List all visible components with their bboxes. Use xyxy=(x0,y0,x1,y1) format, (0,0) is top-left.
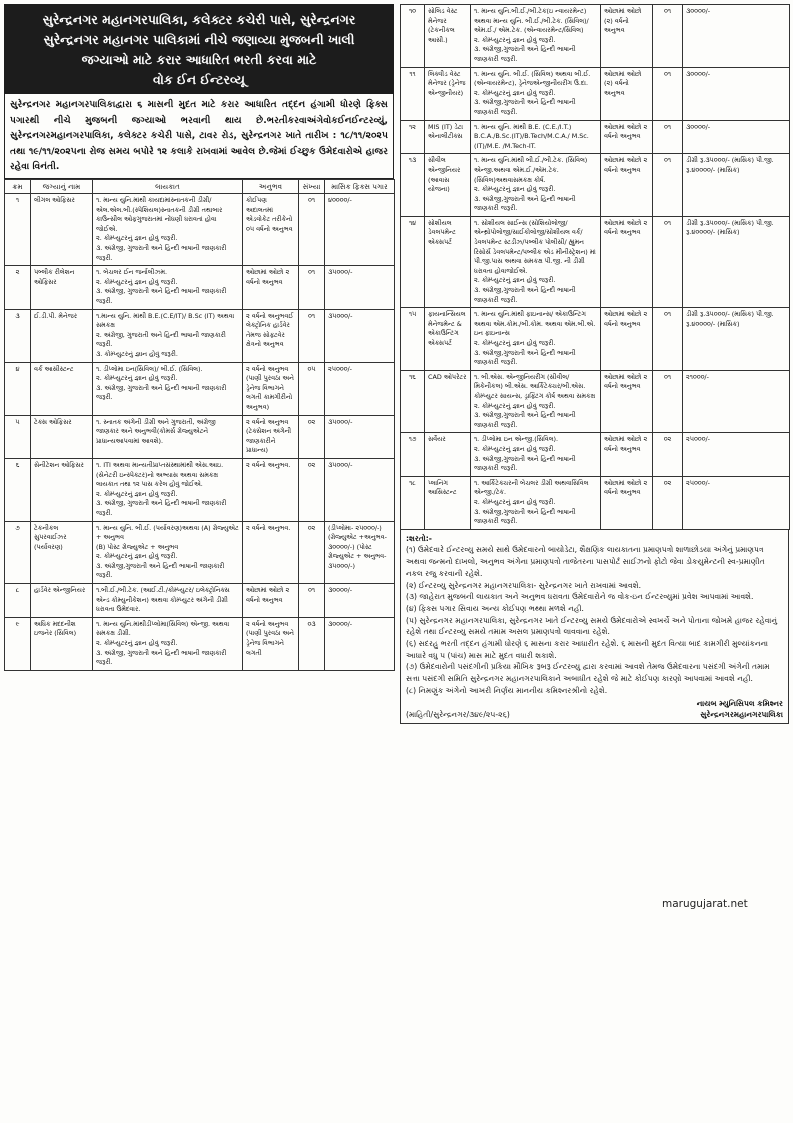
header-experience: અનુભવ xyxy=(243,179,299,194)
cell-qualification xyxy=(93,266,243,309)
qualification-line: ૩. અંગ્રેજી, ગુજરાતી અને હિન્દી ભાષાની જાણકારી જરૂરી. xyxy=(96,287,227,306)
cell-salary: ડીગ્રી રૂ.૩૫૦૦૦/- (માસિક) પી.જી. રૂ.૪૦૦૦૦/- (માસિક) xyxy=(683,154,790,217)
term-item: (૭) ઉમેદવારોની પસંદગીની પ્રકિયા મૌખિક રૂબરૂ ઈન્ટરવ્યુ દ્વારા કરવામાં આવશે તેમજ ઉમેદવારના પસંદગી અંગેની તમામ સત્તા પસંદગી સમિતિ સુરેન્દ્રનગર મહાનગરપાલિકાને અબાધીત રહેશે જે માટે કોઈપણ કારણો આપવામાં આવશે નહી. xyxy=(406,662,770,684)
posts-table-left-body xyxy=(5,194,395,671)
cell-post: વર્ક આસીસ્ટન્ટ xyxy=(31,362,93,415)
cell-count: ૦૨ xyxy=(299,521,325,584)
qualification-line: ૨. કોમ્પ્યુટરનું જ્ઞાન હોવું જરૂરી. xyxy=(474,276,556,285)
cell-experience: ઓછામાં ઓછો ૨ વર્ષનો અનુભવ xyxy=(601,476,653,529)
table-row xyxy=(5,362,395,415)
headline-line: જગ્યાઓ માટે કરાર આધારિત ભરતી કરવા માટે xyxy=(81,52,317,67)
cell-count: ૦૩ xyxy=(299,617,325,670)
qualification-line: ૨. કોમ્પ્યુટરનું જ્ઞાન હોવું જરૂરી. xyxy=(474,35,556,44)
cell-count: ૦૧ xyxy=(299,194,325,266)
cell-qualification xyxy=(93,194,243,266)
term-item: (૩) જાહેરાત મુજબની લાયકાત અને અનુભવ ધરાવતા ઉમેદવારોને જ વોક-ઇન ઈન્ટરવ્યુમાં પ્રવેશ આપવામાં આવશે. xyxy=(406,592,754,602)
cell-count: ૦૨ xyxy=(299,415,325,458)
headline-line: સુરેન્દ્રનગર મહાનગરપાલિકા, કલેક્ટર કચેરી પાસે, સુરેન્દ્રનગર xyxy=(42,12,356,27)
cell-qualification xyxy=(93,362,243,415)
cell-experience: ૨ વર્ષનો અનુભવઈ લેક્ટ્રોનિક હાર્ડવેર તેમજ સોફ્ટવેર ક્ષેત્રનો અનુભવ xyxy=(243,309,299,362)
qualification-line: ૩. અંગ્રેજી,ગુજરાતી અને હિન્દી ભાષાની જાણકારી જરૂરી. xyxy=(474,411,576,429)
cell-salary: ૩૫૦૦૦/- xyxy=(325,415,395,458)
cell-salary: ૩૫૦૦૦/- xyxy=(325,266,395,309)
table-row xyxy=(401,120,790,154)
reference-number: (માહિતી/સુરેન્દ્રનગર/૩૪૯/૨૫-૨૬) xyxy=(406,710,510,720)
qualification-line: ૧. બી.એસ. એન્જીનિયરીંગ (સીવીલ/મિકેનીકલ) બી.એસ. આર્કિટેક્ચર/બી.એસ. કોમ્પ્યુટર સાયન્સ, ડ્રાફ્ટિંગ કોર્ષ અથવા સમકક્ષ xyxy=(474,372,596,400)
qualification-line: ૩. કોમ્પ્યુટરનું જ્ઞાન હોવું જરૂરી. xyxy=(96,350,178,358)
cell-salary: ૨૫૦૦૦/- xyxy=(683,476,790,529)
cell-salary: ૪૦૦૦૦/- xyxy=(325,194,395,266)
cell-sr: ૭ xyxy=(5,521,31,584)
cell-experience: ૨ વર્ષનો અનુભવ (પાણી પુરવઠા અને ડ્રેનેજ વિભાગને લગતી xyxy=(243,617,299,670)
cell-salary: ૩૦૦૦૦/- xyxy=(683,5,790,68)
qualification-line: ૨. કોમ્પ્યુટરનું જ્ઞાન હોવું જરૂરી. xyxy=(96,639,178,648)
qualification-line: ૨. કોમ્પ્યુટરનું જ્ઞાન હોવું જરૂરી. xyxy=(474,339,556,347)
cell-qualification xyxy=(471,154,601,217)
cell-qualification xyxy=(93,617,243,670)
cell-count: ૦૧ xyxy=(653,5,683,68)
cell-post: હાર્ડવેર એન્જીનિયર xyxy=(31,584,93,618)
table-row xyxy=(5,415,395,458)
cell-sr: ૧ xyxy=(5,194,31,266)
cell-post: સોશીયલ ડેવલપમેન્ટ એક્સપર્ટ xyxy=(425,216,471,307)
headline-line: વોક ઈન ઈન્ટરવ્યૂ xyxy=(152,72,246,87)
cell-count: ૦૧ xyxy=(653,308,683,371)
cell-post: સોલિડ વેસ્ટ મેનેજર (ટેકનીકલ આસી.) xyxy=(425,5,471,68)
qualification-line: ૩. અંગ્રેજી,ગુજરાતી અને હિન્દી ભાષાની જાણકારી જરૂરી. xyxy=(96,561,225,580)
table-row xyxy=(5,617,395,670)
qualification-line: ૩. અંગ્રેજી,ગુજરાતી અને હિન્દી ભાષાની જાણકારી જરૂરી. xyxy=(474,98,576,116)
cell-experience: ઓછામાં ઓછો ૨ વર્ષનો અનુભવ xyxy=(601,433,653,476)
cell-sr: ૧૮ xyxy=(401,476,425,529)
cell-count: ૦૨ xyxy=(653,433,683,476)
cell-sr: ૧૫ xyxy=(401,308,425,371)
qualification-line: ૧. માન્ય યુનિ.બી.ઈ./બી.ટેક(ઇ ન્વાયરમેન્ટ) અથવા માન્ય યુનિ. બી.ઈ./બી.ટેક. (સિવિલ)/એમ.ઈ./ એમ.ટેક. (એન્વાયરમેન્ટ/સિવિલ) xyxy=(474,7,589,35)
table-row xyxy=(401,154,790,217)
cell-salary: ૨૫૦૦૦/- xyxy=(325,362,395,415)
cell-salary: ૨૫૦૦૦/- xyxy=(683,433,790,476)
table-row xyxy=(401,67,790,120)
cell-sr: ૧૦ xyxy=(401,5,425,68)
qualification-line: ૩. અંગ્રેજી,ગુજરાતી અને હિન્દી ભાષાની જાણકારી જરૂરી. xyxy=(474,45,576,63)
cell-sr: ૨ xyxy=(5,266,31,309)
qualification-line: ૧. માન્ય યુનિ.માંથી બી.ઈ./બી.ટેક. (સિવિલ) એન્જી.અથવા એમ.ઈ./એમ.ટેક. (સિવિલ)અથવાસમકક્ષ કોર્ષ. xyxy=(474,156,588,184)
term-item: (૧) ઉમેદવારે ઈન્ટરવ્યુ સમયે સાથે ઉમેદવારનો બાયોડેટા, શૈક્ષણિક લાયકાતના પ્રમાણપત્રો શાળાછોડયા અંગેનું પ્રમાણપત્ર અથવા જન્મનો દાખલો, અનુભવ અંગેના પ્રમાણપત્રો તાજેતરના પાસપોર્ટ સાઈઝનો ફોટો જેવા ડોકયુમેન્ટની સ્વ-પ્રમાણીત નકલ રજુ કરવાની રહેશે. xyxy=(406,545,765,578)
cell-sr: ૯ xyxy=(5,617,31,670)
table-row xyxy=(401,433,790,476)
signature-office: સુરેન્દ્રનગરમહાનગરપાલિકા xyxy=(700,710,783,720)
cell-experience: કોઈપણ અદાલતમાં એડવોકેટ તરીકેનો ૦૫ વર્ષનો અનુભવ xyxy=(243,194,299,266)
cell-sr: ૧૨ xyxy=(401,120,425,154)
cell-post: CAD ઓપરેટર xyxy=(425,370,471,433)
qualification-line: ૧. માન્ય યુનિ. બી.ઈ. (સિવિલ) અથવા બી.ઈ. (એન્વાયરમેન્ટ), ડ્રેનેજએન્જીનીયરીંગ ઉ.દા. xyxy=(474,69,591,88)
cell-post: MIS (IT) ડેટા એનાલીટીક્સ xyxy=(425,120,471,154)
table-header-row xyxy=(5,179,395,194)
header-salary: માસિક ફિક્સ પગાર xyxy=(325,179,395,194)
posts-table-left xyxy=(4,179,395,671)
cell-post: અધિક મદદનીશ ઇજનેર (સિવિલ) xyxy=(31,617,93,670)
table-row xyxy=(5,309,395,362)
cell-salary: ડીગ્રી રૂ.૩૫૦૦૦/- (માસિક) પી.જી. રૂ.૪૦૦૦૦/- (માસિક) xyxy=(683,308,790,371)
term-item: (૨) ઈન્ટરવ્યુ સુરેન્દ્રનગર મહાનગરપાલિકા- સુરેન્દ્રનગર ખાતે રાખવામાં આવશે. xyxy=(406,580,642,590)
table-row xyxy=(401,476,790,529)
qualification-line: ૧. માન્ય યુનિ.માંથીડીપ્લોમા(સિવિલ) એન્જી. અથવા સમકક્ષ ડીગ્રી. xyxy=(96,619,230,638)
signature-title: નાયબ મ્યુનિસિપલ કમિશ્નર xyxy=(696,698,783,708)
qualification-line: ૨. કોમ્પ્યુટરનું જ્ઞાન હોવું જરૂરી. xyxy=(474,444,556,453)
cell-count: ૦૧ xyxy=(299,309,325,362)
terms-title: :શરતો:- xyxy=(406,533,432,543)
qualification-line: ૨. કોમ્પ્યુટરનું જ્ઞાન હોવું જરૂરી. xyxy=(96,234,178,243)
cell-experience: ઓછામાં ઓછો ૨ વર્ષનો અનુભવ xyxy=(243,584,299,618)
cell-post: ફાયનાન્સિયલ મેનેજમેન્ટ & એકાઉન્ટિંગ એક્સપર્ટ xyxy=(425,308,471,371)
header-qualification: લાયકાત xyxy=(93,179,243,194)
cell-salary: ૩૦૦૦૦/- xyxy=(325,584,395,618)
qualification-line: ૨. કોમ્પ્યુટરનું જ્ઞાન હોવું જરૂરી. xyxy=(96,277,178,286)
header-count: સંખ્યા xyxy=(299,179,325,194)
cell-qualification xyxy=(93,415,243,458)
signature-block xyxy=(697,698,783,721)
qualification-line: ૧. આર્કિટેક્ચરની બેચલર ડીગ્રી અથવાસિવિલ એન્જી./ટેક. xyxy=(474,478,589,497)
cell-post: ટેક્સ ઓફિસર xyxy=(31,415,93,458)
table-row xyxy=(5,194,395,266)
qualification-line: ૩. અંગ્રેજી, ગુજરાતી અને હિન્દી ભાષાની જાણકારી જરૂરી. xyxy=(96,648,227,667)
cell-experience: ૨ વર્ષનો અનુભવ (ટેક્સેશન અંગેની જાણકારીને પ્રાધાન્ય) xyxy=(243,415,299,458)
qualification-line: ૩. અંગ્રેજી,ગુજરાતી અને હિન્દી ભાષાની જાણકારી જરૂરી. xyxy=(474,454,576,473)
table-row xyxy=(401,5,790,68)
qualification-line: ૧. બેચલર ઈન જર્નાલીઝમ. xyxy=(96,268,168,277)
cell-sr: ૧૭ xyxy=(401,433,425,476)
qualification-line: ૩. અંગ્રેજી,ગુજરાતી અને હિન્દી ભાષાની જાણકારી જરૂરી. xyxy=(474,507,576,526)
header-post: જગ્યાનું નામ xyxy=(31,179,93,194)
cell-salary: ૩૫૦૦૦/- xyxy=(325,458,395,521)
cell-salary: ૩૦૦૦૦/- xyxy=(683,67,790,120)
watermark: marugujarat.net xyxy=(662,898,748,910)
qualification-line: ૨. અંગ્રેજી, ગુજરાતી અને હિન્દી ભાષાની જાણકારી જરૂરી. xyxy=(96,330,226,349)
qualification-line: ૨. કોમ્પ્યુટરનું જ્ઞાન હોવું જરૂરી. xyxy=(96,552,178,561)
table-row xyxy=(401,308,790,371)
qualification-line: ૧.બી.ઈ./બી.ટેક. (આઈ.ટી./કોમ્પ્યુટર/ ઇલેક્ટ્રોનિક્સ એન્ડ કોમ્યુનીકેશન) અથવા કોમ્પ્યુટર અંગેની ડીગ્રી ધરાવતા ઉમેદવાર. xyxy=(96,586,230,614)
cell-qualification xyxy=(471,5,601,68)
cell-sr: ૬ xyxy=(5,458,31,521)
qualification-line: ૨. કોમ્પ્યુટરનું જ્ઞાન હોવું જરૂરી. xyxy=(474,497,556,506)
qualification-line: (B) પોસ્ટ ગ્રેજ્યુએટ + અનુભવ xyxy=(96,542,179,551)
table-row xyxy=(5,266,395,309)
table-row xyxy=(5,521,395,584)
cell-experience: ઓછામાં ઓછો ૨ વર્ષનો અનુભવ xyxy=(601,216,653,307)
term-item: (૪) ફિક્સ પગાર સિવાય અન્ય કોઈપણ ભથ્થા મળશે નહી. xyxy=(406,603,584,613)
qualification-line: ૩. અંગ્રેજી,ગુજરાતી અને હિન્દી ભાષાની જાણકારી જરૂરી. xyxy=(474,286,576,304)
cell-qualification xyxy=(471,433,601,476)
cell-experience: ઓછામાં ઓછો ૨ વર્ષનો અનુભવ xyxy=(243,266,299,309)
qualification-line: ૧. માન્ય યુનિ.માંથી કાયદામાંસ્નાતકની ડીગ્રી/એલ.એલ.બી.(સ્પેશિયલ)સ્નાતકની ડીગ્રી તથાબાર કાઉન્સીલ ઓફગુજરાતમાં નોંધણી ધરાવતાં હોવા જોઈએ. xyxy=(96,196,223,233)
cell-post: પબ્લીક રીલેશન ઓફિસર xyxy=(31,266,93,309)
posts-table-right-body xyxy=(401,5,790,530)
cell-salary: ૩૦૦૦૦/- xyxy=(325,617,395,670)
cell-qualification xyxy=(93,458,243,521)
cell-sr: ૧૬ xyxy=(401,370,425,433)
cell-post: લિક્વીડ વેસ્ટ મેનેજર (ડ્રેનેજ એન્જીનીયર) xyxy=(425,67,471,120)
cell-sr: ૧૩ xyxy=(401,154,425,217)
header-sr: ક્રમ xyxy=(5,179,31,194)
cell-post: ટેકનીકલ સુપરવાઈઝર (પર્યાવરણ) xyxy=(31,521,93,584)
qualification-line: ૧. ITI અથવા માન્યતીપ્રાપ્તસંસ્થામાંથી એસ.આઇ.(સેનેટરી ઇન્સ્પેક્ટર)નો અભ્યાસ અથવા સમકક્ષ લાયકાત તથા ૧૨ પાસ કરેલ હોવું જોઈએ. xyxy=(96,460,224,489)
table-row xyxy=(5,584,395,618)
qualification-line: ૩. અંગ્રેજી,ગુજરાતી અને હિન્દી ભાષાની જાણકારી જરૂરી. xyxy=(474,194,576,213)
right-column xyxy=(400,4,789,724)
cell-experience: ઓછામાં ઓછો (૨) વર્ષનો અનુભવ xyxy=(601,5,653,68)
qualification-line: ૩. અંગ્રેજી, ગુજરાતી અને હિન્દી ભાષાની જાણકારી જરૂરી. xyxy=(96,499,227,517)
cell-salary: ૩૦૦૦૦/- xyxy=(683,120,790,154)
cell-experience: ૨ વર્ષનો અનુભવ. xyxy=(243,521,299,584)
cell-count: ૦૧ xyxy=(653,120,683,154)
headline-line: સુરેન્દ્રનગર મહાનગર પાલિકામાં નીચે જણાવ્યા મુજબની ખાલી xyxy=(43,32,355,47)
cell-experience: ઓછામાં ઓછો ૨ વર્ષનો અનુભવ xyxy=(601,120,653,154)
cell-count: ૦૧ xyxy=(653,67,683,120)
cell-sr: ૫ xyxy=(5,415,31,458)
table-row xyxy=(401,370,790,433)
left-column xyxy=(4,4,394,671)
cell-qualification xyxy=(471,476,601,529)
terms-section xyxy=(400,530,789,724)
cell-post: સર્વેયર xyxy=(425,433,471,476)
cell-experience: ૨ વર્ષનો અનુભવ. xyxy=(243,458,299,521)
term-item: (૬) સદરહુ ભરતી તદ્દન હંગામી ધોરણે ૬ માસના કરાર આધારીત રહેશે. ૬ માસની મુદત વિત્યા બાદ કામગીરી મુલ્યાંકનના આધારે વધુ ૫ (પાંચ) માસ માટે મુદત વધારી શકાશે. xyxy=(406,639,768,660)
cell-count: ૦૧ xyxy=(653,370,683,433)
cell-experience: ઓછામાં ઓછો ૨ વર્ષનો અનુભવ xyxy=(601,370,653,433)
qualification-line: ૧. ડીપ્લોમા ઇન એન્જી.(સિવિલ). xyxy=(474,435,559,444)
cell-salary: ૨૧૦૦૦/- xyxy=(683,370,790,433)
intro-paragraph: સુરેન્દ્રનગર મહાનગરપાલિકાદ્વારા ૬ માસની મુદત માટે કરાર આધારિત તદ્દન હંગામી ધોરણે ફિક્સ પગારથી નીચે મુજબની જગ્યાઓ ભરવાની થાય છે.ભરતીકરવાઅંગેવોકઈનઈન્ટરવ્યું, સુરેન્દ્રનગરમહાનગરપાલિકા, કલેક્ટર કચેરી પાસે, ટાવર રોડ, સુરેન્દ્રનગર ખાતે તારીખ : ૧૮/૧૧/૨૦૨૫ તથા ૧૯/૧૧/૨૦૨૫ના રોજ સમય બપોરે ૧૨ કલાકે રાખવામાં આવેલ છે.જેમાં ઈચ્છુક ઉમેદવારોએ હાજર રહેવા વિનંતી. xyxy=(4,94,394,179)
qualification-line: ૨. કોમ્પ્યુટરનું જ્ઞાન હોવું જરૂરી. xyxy=(474,401,556,410)
cell-experience: ઓછામાં ઓછો (૨) વર્ષનો અનુભવ xyxy=(601,67,653,120)
cell-qualification xyxy=(471,67,601,120)
cell-experience: ઓછામાં ઓછો ૨ વર્ષનો અનુભવ xyxy=(601,308,653,371)
cell-post: સેનીટેશન ઓફિસર xyxy=(31,458,93,521)
cell-sr: ૪ xyxy=(5,362,31,415)
term-item: (૫) સુરેન્દ્રનગર મહાનગરપાલિકા, સુરેન્દ્રનગર ખાતે ઈન્ટરવ્યુ સમયે ઉમેદવારોએ સ્વખર્ચે અને પોતાના જોખમે હાજર રહેવાનું રહેશે તથા ઈન્ટરવ્યુ સમયે તમામ અસલ પ્રમાણપત્રો લાવવાના રહેશે. xyxy=(406,615,778,637)
qualification-line: ૩. અંગ્રેજી, ગુજરાતી અને હિન્દી ભાષાની જાણકારી જરૂરી. xyxy=(96,383,227,402)
cell-qualification xyxy=(93,521,243,584)
cell-experience: ઓછામાં ઓછો ૨ વર્ષનો અનુભવ xyxy=(601,154,653,217)
cell-salary: ડીગ્રી રૂ.૩૫૦૦૦/- (માસિક) પી.જી. રૂ.૪૦૦૦૦/- (માસિક) xyxy=(683,216,790,307)
cell-count: ૦૧ xyxy=(299,584,325,618)
cell-salary: ૩૫૦૦૦/- xyxy=(325,309,395,362)
cell-post: પ્લાનિંગ આસિસ્ટન્ટ xyxy=(425,476,471,529)
cell-count: ૦૧ xyxy=(653,216,683,307)
cell-salary: (ડીપ્લોમા- ૨૫૦૦૦/-) (ગ્રેજ્યુએટ +અનુભવ- ૩૦૦૦૦/-) (પોસ્ટ ગ્રેજ્યુએટ + અનુભવ- ૩૫૦૦૦/-) xyxy=(325,521,395,584)
cell-count: ૦૨ xyxy=(299,458,325,521)
headline xyxy=(4,4,394,94)
cell-sr: ૧૪ xyxy=(401,216,425,307)
cell-qualification xyxy=(471,370,601,433)
posts-table-right xyxy=(400,4,790,530)
cell-sr: ૧૧ xyxy=(401,67,425,120)
cell-count: ૦૨ xyxy=(653,476,683,529)
qualification-line: ૧.માન્ય યુનિ. માંથી B.E.(C.E/IT)/ B.Sc (IT) અથવા સમકક્ષ xyxy=(96,311,235,330)
qualification-line: ૨. કોમ્પ્યુટરનું જ્ઞાન હોવું જરૂરી. xyxy=(474,185,556,194)
cell-qualification xyxy=(471,216,601,307)
table-row xyxy=(401,216,790,307)
cell-qualification xyxy=(93,309,243,362)
qualification-line: ૨. કોમ્પ્યુટરનું જ્ઞાન હોવું જરૂરી. xyxy=(96,489,178,498)
cell-sr: ૩ xyxy=(5,309,31,362)
cell-qualification xyxy=(471,308,601,371)
cell-experience: ૨ વર્ષનો અનુભવ (પાણી પુરવઠા અને ડ્રેનેજ વિભાગને લગતી કામગીરીનો અનુભવ) xyxy=(243,362,299,415)
cell-count: ૦૫ xyxy=(299,362,325,415)
cell-post: ઈ.ડી.પી. મેનેજર xyxy=(31,309,93,362)
qualification-line: ૨. કોમ્પ્યુટરનું જ્ઞાન હોવું જરૂરી. xyxy=(96,374,178,383)
qualification-line: ૧. સોશીયલ સાઈન્સ (સોશિયોલોજી/ એન્થ્રોપોલોજી/સાઈકોલોજી/સોશીયલ વર્ક/ ડેવલપમેન્ટ સ્ટડીઝ/પબ્લીક પોલીસી/ હ્યુમન રિસોર્સ ડેવલપમેન્ટ/પબ્લીક એડ મીનીસ્ટ્રેશન) માં પી.જી.પાસ અથવા સમકક્ષ પી.જી. ની ડીગ્રી ધરાવતા હોવાજોઈએ. xyxy=(474,218,596,275)
cell-qualification xyxy=(471,120,601,154)
qualification-line: ૨. કોમ્પ્યુટરનું જ્ઞાન હોવું જરૂરી. xyxy=(474,88,556,97)
qualification-line: ૧. સ્નાતક અંગેની ડીગ્રી અને ગુજરાતી, અંગ્રેજી જાણકાર અને અનુભવી(કોમર્સ ગ્રેજ્યુએટને પ્રાધાન્યઆપવામાં આવશે). xyxy=(96,417,216,445)
cell-count: ૦૧ xyxy=(299,266,325,309)
qualification-line: ૧. ડીપ્લોમા ઇન(સિવિલ)/ બી.ઈ. (સિવિલ). xyxy=(96,364,203,373)
signature-row xyxy=(406,698,783,721)
cell-qualification xyxy=(93,584,243,618)
table-row xyxy=(5,458,395,521)
cell-sr: ૮ xyxy=(5,584,31,618)
qualification-line: ૩. અંગ્રેજી,ગુજરાતી અને હિન્દી ભાષાની જાણકારી જરૂરી. xyxy=(474,348,576,367)
qualification-line: ૧. માન્ય યુનિ.માંથી ફાઇનાન્સ/ એકાઉન્ટિંગ અથવા એમ.કોમ./બી.કોમ. અથવા એમ.બી.એ. ઇન ફાઇનાન્સ xyxy=(474,310,596,338)
cell-post: લીગલ ઓફિસર xyxy=(31,194,93,266)
qualification-line: ૧. માન્ય યુનિ. બી.ઈ. (પર્યાવરણ)અથવા (A) ગ્રેજ્યુએટ + અનુભવ xyxy=(96,523,239,542)
qualification-line: ૩. અંગ્રેજી, ગુજરાતી અને હિન્દી ભાષાની જાણકારી જરૂરી. xyxy=(96,244,227,262)
term-item: (૮) નિમણુંક અંગેનો આખરી નિર્ણય માનનીય કમિશ્નરશ્રીનો રહેશે. xyxy=(406,685,608,695)
qualification-line: ૧. માન્ય યુનિ. માંથી B.E. (C.E./I.T.) B.C.A./B.Sc.(IT)/B.Tech/M.C.A./ M.Sc.(IT)/M.E. /M.Tech-IT. xyxy=(474,122,589,150)
cell-count: ૦૧ xyxy=(653,154,683,217)
cell-post: સીવીલ એન્જીનિયર (આવાસ યોજના) xyxy=(425,154,471,217)
